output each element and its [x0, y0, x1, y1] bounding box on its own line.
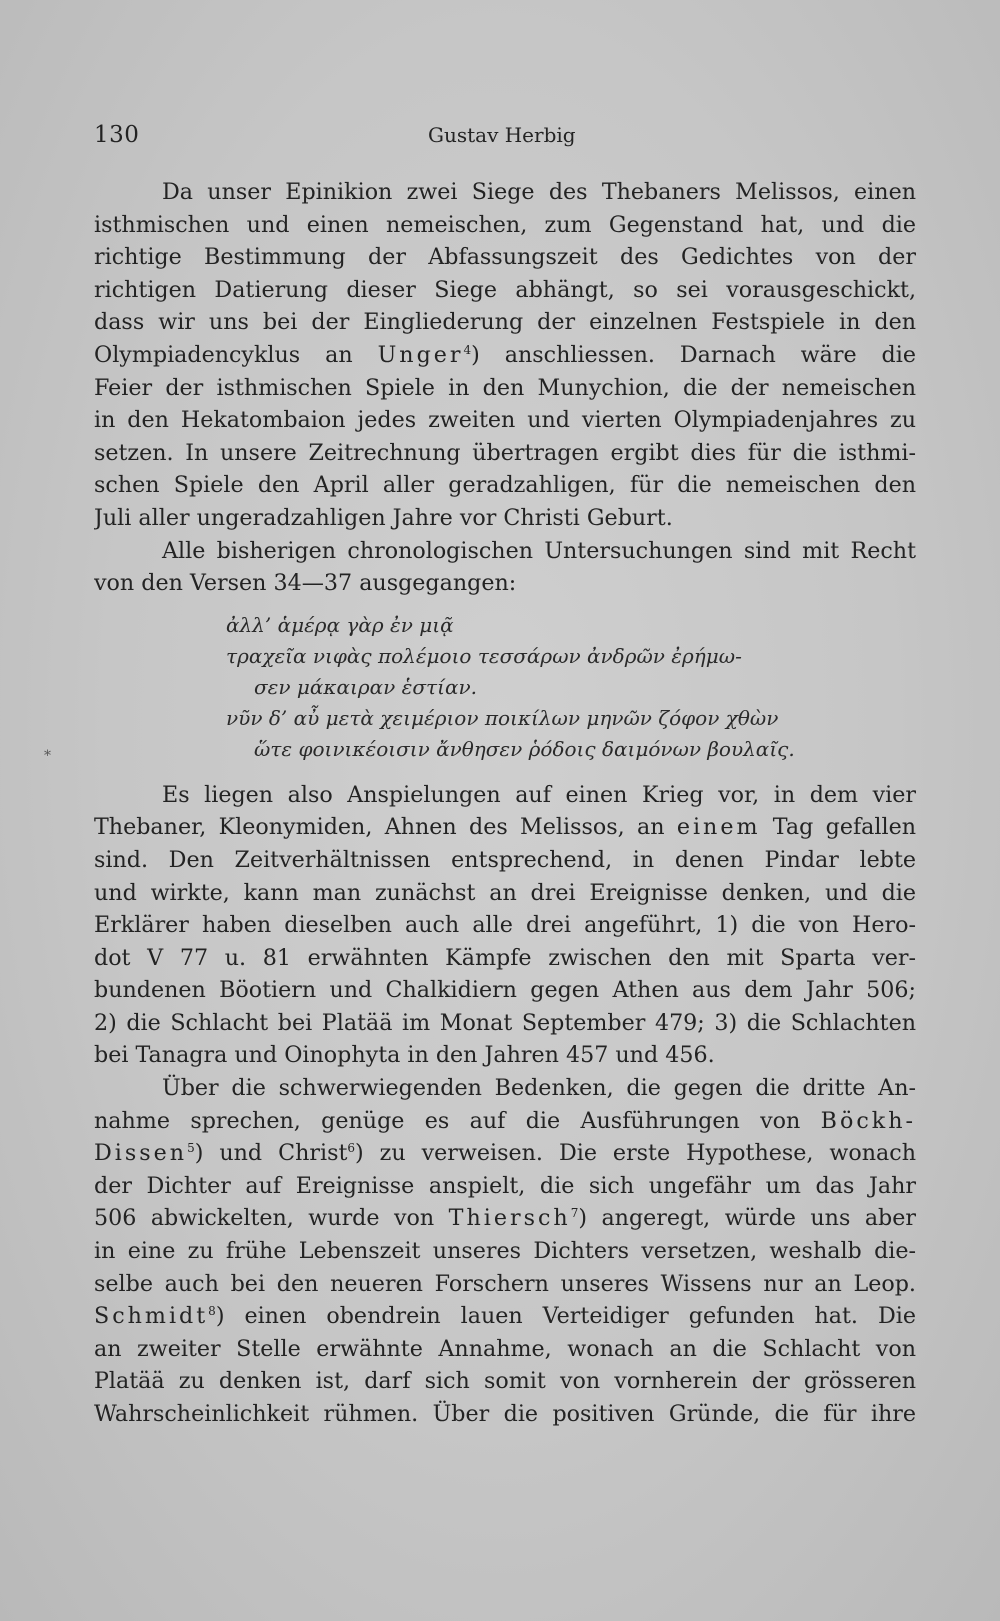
spaced-name-dissen: Dissen: [94, 1140, 188, 1167]
text-fragment: 506 abwickelten, wurde von: [94, 1205, 449, 1232]
verse-line: ἀλλ’ ἁμέρᾳ γὰρ ἐν μιᾷ: [226, 612, 454, 637]
text-fragment: Tag gefallen: [760, 814, 916, 841]
spaced-name-boeckh: Böckh-: [820, 1107, 916, 1134]
text-line: [94, 1105, 916, 1138]
text-fragment: ) zu verweisen. Die erste Hypothese, wonach: [355, 1140, 916, 1167]
text-line: [94, 1202, 916, 1235]
text-line: Juli aller ungeradzahligen Jahre vor Christi Geburt.: [94, 504, 673, 531]
spaced-word-einem: einem: [676, 814, 761, 841]
footnote-ref: 6: [347, 1141, 356, 1156]
verse-line: ὥτε φοινικέοισιν ἄνθησεν ῥόδοις δαιμόνων βουλαῖς.: [254, 736, 795, 761]
text-fragment: Olympiadencyklus an: [94, 341, 378, 368]
text-line: bei Tanagra und Oinophyta in den Jahren 457 und 456.: [94, 1042, 715, 1069]
text-fragment: Thebaner, Kleonymiden, Ahnen des Melissos, an: [94, 814, 677, 841]
page-number: 130: [94, 122, 140, 148]
text-line: schen Spiele den April aller geradzahligen, für die nemeischen den: [94, 472, 916, 499]
footnote-ref: 5: [187, 1141, 195, 1156]
text-line: [94, 1300, 916, 1333]
spaced-name-unger: Unger: [377, 341, 464, 368]
text-line: Wahrscheinlichkeit rühmen. Über die positiven Gründe, die für ihre: [94, 1401, 916, 1427]
text-line: Da unser Epinikion zwei Siege des Thebaners Melissos, einen: [162, 179, 916, 205]
text-line: setzen. In unsere Zeitrechnung übertragen ergibt dies für die isthmi-: [94, 439, 916, 466]
spaced-name-schmidt: Schmidt: [94, 1303, 209, 1330]
text-line: dass wir uns bei der Eingliederung der einzelnen Festspiele in den: [94, 309, 916, 336]
footnote-ref: 4: [463, 342, 472, 357]
body-text: [94, 176, 916, 1431]
footnote-ref: 7: [570, 1206, 579, 1221]
text-line: an zweiter Stelle erwähnte Annahme, wonach an die Schlacht von: [94, 1335, 916, 1362]
text-line: von den Versen 34—37 ausgegangen:: [94, 570, 517, 597]
text-line: [94, 339, 916, 372]
text-line: Erklärer haben dieselben auch alle drei angeführt, 1) die von Hero-: [94, 912, 916, 939]
text-fragment: ) einen obendrein lauen Verteidiger gefunden hat. Die: [215, 1303, 916, 1330]
text-line: und wirkte, kann man zunächst an drei Ereignisse denken, und die: [94, 879, 916, 906]
footnote-ref: 8: [208, 1304, 216, 1319]
text-fragment: ) anschliessen. Darnach wäre die: [471, 341, 916, 368]
text-line: Platää zu denken ist, darf sich somit von vornherein der grösseren: [94, 1368, 916, 1395]
verse-line: νῦν δ’ αὖ μετὰ χειμέριον ποικίλων μηνῶν ζόφον χθὼν: [226, 705, 779, 730]
verse-line: τραχεῖα νιφὰς πολέμοιο τεσσάρων ἀνδρῶν ἐρήμω-: [226, 643, 742, 668]
running-head: Gustav Herbig: [428, 123, 576, 147]
page-header: [94, 122, 914, 156]
text-line: selbe auch bei den neueren Forschern unseres Wissens nur an Leop.: [94, 1270, 916, 1297]
greek-verse-quote: [94, 610, 916, 765]
text-line: richtigen Datierung dieser Siege abhängt, so sei vorausgeschickt,: [94, 276, 916, 303]
text-line: in eine zu frühe Lebenszeit unseres Dichters versetzen, weshalb die-: [94, 1238, 916, 1265]
text-line: Alle bisherigen chronologischen Untersuchungen sind mit Recht: [162, 537, 916, 564]
text-line: 2) die Schlacht bei Platää im Monat September 479; 3) die Schlachten: [94, 1009, 916, 1036]
text-line: [94, 811, 916, 844]
margin-mark: *: [44, 748, 51, 764]
text-fragment: ) angeregt, würde uns aber: [578, 1205, 916, 1232]
spaced-name-thiersch: Thiersch: [448, 1205, 571, 1232]
text-line: Über die schwerwiegenden Bedenken, die gegen die dritte An-: [162, 1075, 916, 1102]
text-line: dot V 77 u. 81 erwähnten Kämpfe zwischen den mit Sparta ver-: [94, 944, 916, 971]
verse-line: σεν μάκαιραν ἑστίαν.: [254, 674, 477, 699]
text-line: isthmischen und einen nemeischen, zum Gegenstand hat, und die: [94, 211, 916, 238]
text-line: Es liegen also Anspielungen auf einen Krieg vor, in dem vier: [162, 781, 916, 808]
text-fragment: nahme sprechen, genüge es auf die Ausführungen von: [94, 1107, 821, 1134]
text-line: [94, 1137, 916, 1170]
text-line: in den Hekatombaion jedes zweiten und vierten Olympiadenjahres zu: [94, 407, 916, 434]
text-line: sind. Den Zeitverhältnissen entsprechend, in denen Pindar lebte: [94, 846, 916, 873]
text-line: richtige Bestimmung der Abfassungszeit des Gedichtes von der: [94, 244, 916, 271]
text-fragment: ) und Christ: [194, 1140, 348, 1167]
text-line: Feier der isthmischen Spiele in den Munychion, die der nemeischen: [94, 374, 916, 401]
text-line: bundenen Böotiern und Chalkidiern gegen Athen aus dem Jahr 506;: [94, 977, 916, 1004]
text-line: der Dichter auf Ereignisse anspielt, die sich ungefähr um das Jahr: [94, 1172, 916, 1199]
